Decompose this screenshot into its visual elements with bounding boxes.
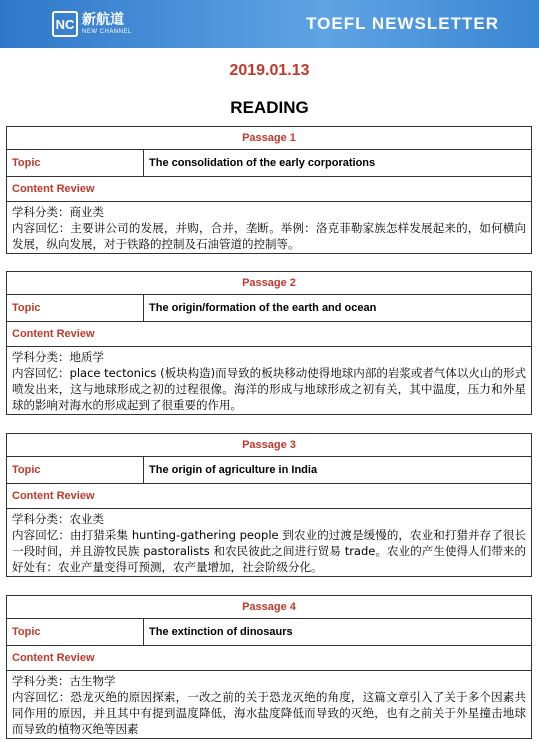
topic-value: The consolidation of the early corporations [149, 157, 376, 169]
issue-date: 2019.01.13 [229, 62, 310, 79]
topic-label: Topic [7, 150, 144, 176]
subject-category: 学科分类：农业类 [12, 512, 104, 526]
content-review-label: Content Review [7, 322, 531, 347]
subject-category: 学科分类：商业类 [12, 205, 104, 219]
subject-category: 学科分类：地质学 [12, 350, 104, 364]
logo-english-name: NEW CHANNEL [82, 29, 132, 35]
topic-label: Topic [7, 457, 144, 483]
newsletter-title: TOEFL NEWSLETTER [306, 14, 499, 33]
content-recall: 内容回忆：主要讲公司的发展，并购，合并，垄断。举例：洛克菲勒家族怎样发展起来的，如何横向发展，纵向发展，对于铁路的控制及石油管道的控制等。 [12, 221, 526, 251]
content-review-label: Content Review [7, 646, 531, 671]
new-channel-logo [52, 9, 132, 39]
content-review-body [7, 509, 531, 576]
content-review-body [7, 347, 531, 414]
logo-mark-icon: NC [52, 11, 78, 37]
content-recall: 内容回忆：恐龙灭绝的原因探索，一改之前的关于恐龙灭绝的角度，这篇文章引入了关于多个因素共同作用的原因，并且其中有提到温度降低，海水盐度降低而导致的灭绝，也有之前关于外星撞击地球而导致的植物灭绝等因素 [12, 690, 526, 736]
section-title: READING [230, 98, 309, 117]
logo-chinese-name: 新航道 [82, 12, 124, 28]
passage-block-3 [6, 433, 532, 577]
topic-value: The extinction of dinosaurs [149, 626, 293, 638]
content-recall: 内容回忆：place tectonics (板块构造)而导致的板块移动使得地球内部的岩浆或者气体以火山的形式喷发出来，这与地球形成之初的过程很像。海洋的形成与地球形成之初有关，其中温度，压力和外星球的影响对海水的形成起到了很重要的作用。 [12, 366, 526, 412]
content-review-body [7, 202, 531, 253]
topic-label: Topic [7, 295, 144, 321]
passage-block-1 [6, 126, 532, 254]
passage-title: Passage 4 [7, 596, 531, 619]
content-recall: 内容回忆：由打猎采集 hunting-gathering people 到农业的过渡是缓慢的，农业和打猎并存了很长一段时间，并且游牧民族 pastoralists 和农民彼此之间进行贸易 trade。农业的产生使得人们带来的好处有：农业产量变得可预测，农产量增加，社会阶级分化。 [12, 528, 526, 574]
content-review-label: Content Review [7, 484, 531, 509]
topic-value: The origin of agriculture in India [149, 464, 318, 476]
passage-title: Passage 1 [7, 127, 531, 150]
passage-block-2 [6, 271, 532, 415]
passage-title: Passage 3 [7, 434, 531, 457]
content-review-body [7, 671, 531, 738]
topic-label: Topic [7, 619, 144, 645]
topic-value: The origin/formation of the earth and ocean [149, 302, 377, 314]
newsletter-header [0, 0, 539, 48]
passage-title: Passage 2 [7, 272, 531, 295]
content-review-label: Content Review [7, 177, 531, 202]
subject-category: 学科分类：古生物学 [12, 674, 116, 688]
passage-block-4 [6, 595, 532, 739]
